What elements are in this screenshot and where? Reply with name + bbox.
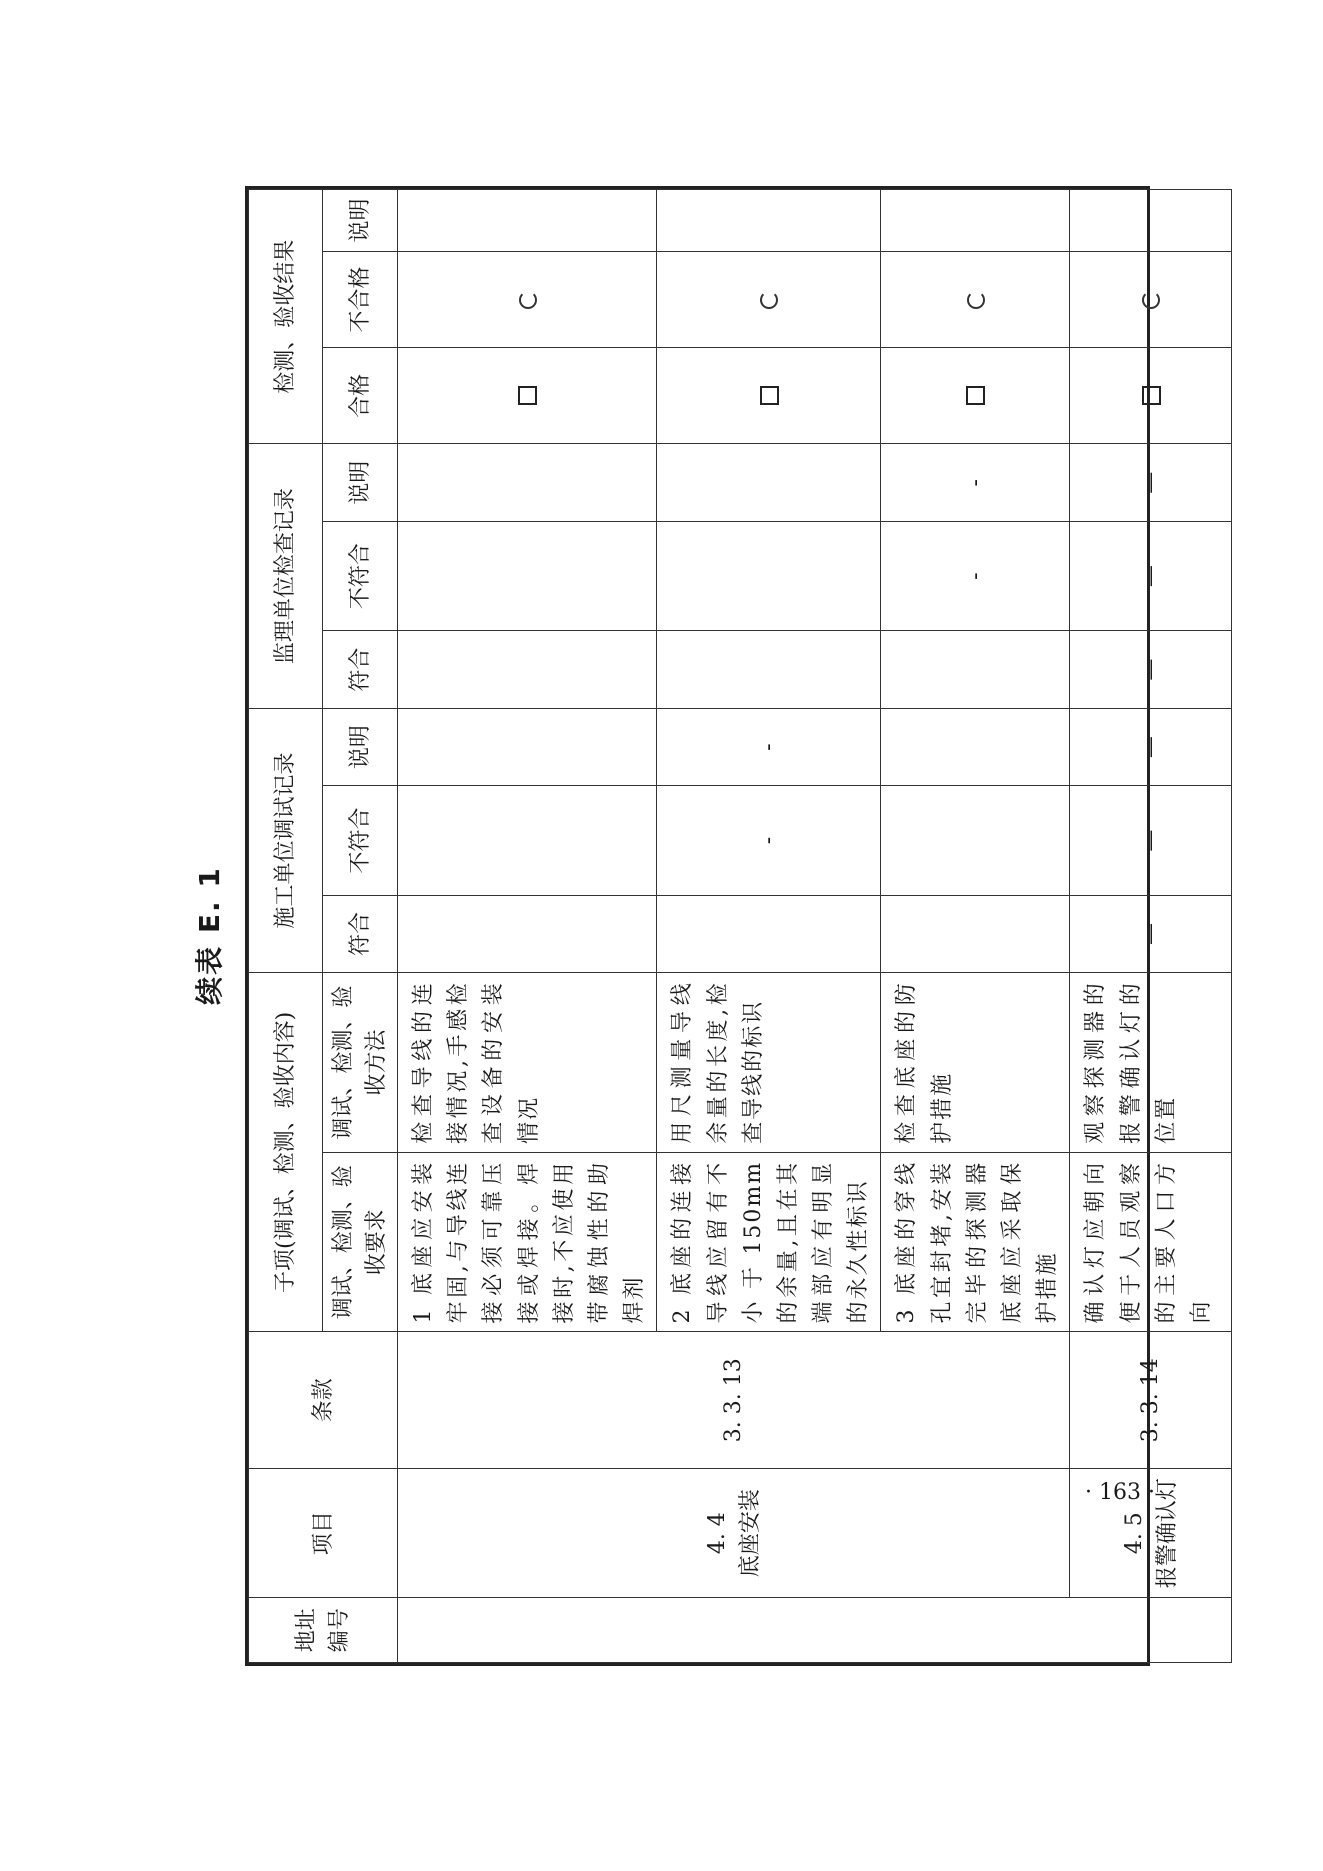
inspection-table-wrap: [245, 186, 1214, 1666]
unqualified-cell: [1070, 251, 1232, 347]
construction-conform-cell: [881, 895, 1070, 973]
unqualified-radio[interactable]: [1142, 291, 1160, 309]
header-construction-record: 施工单位调试记录: [249, 708, 323, 972]
construction-nonconform-cell: [881, 786, 1070, 895]
unqualified-radio[interactable]: [519, 291, 537, 309]
construction-note-cell: —: [1070, 708, 1232, 786]
method-cell: 观察探测器的报警确认灯的位置: [1070, 973, 1232, 1153]
qualified-checkbox[interactable]: [966, 386, 985, 405]
construction-note-cell: [881, 708, 1070, 786]
unqualified-radio[interactable]: [760, 291, 778, 309]
qualified-checkbox[interactable]: [760, 386, 779, 405]
header-clause: 条款: [249, 1332, 398, 1469]
header-construction-note: 说明: [323, 708, 398, 786]
qualified-checkbox[interactable]: [518, 386, 537, 405]
header-supervision-nonconform: 不符合: [323, 522, 398, 631]
qualified-cell: [657, 348, 881, 444]
header-project: 项目: [249, 1469, 398, 1598]
header-result: 检测、验收结果: [249, 190, 323, 444]
requirement-cell: 3 底座的穿线孔宜封堵,安装完毕的探测器底座应采取保护措施: [881, 1152, 1070, 1332]
supervision-nonconform-cell: —: [1070, 522, 1232, 631]
supervision-nonconform-cell: [398, 522, 657, 631]
construction-conform-cell: [657, 895, 881, 973]
supervision-conform-cell: [398, 631, 657, 709]
header-address-no: 地址编号: [249, 1598, 398, 1663]
supervision-nonconform-cell: [657, 522, 881, 631]
item-no: 4. 5: [1121, 1512, 1147, 1555]
construction-conform-cell: [398, 895, 657, 973]
qualified-checkbox[interactable]: [1142, 386, 1161, 405]
requirement-cell: 1 底座应安装牢固,与导线连接必须可靠压接或焊接。焊接时,不应使用带腐蚀性的助焊剂: [398, 1152, 657, 1332]
requirement-cell: 确认灯应朝向便于人员观察的主要人口方向: [1070, 1152, 1232, 1332]
item-no: 4. 4: [704, 1512, 730, 1555]
header-construction-conform: 符合: [323, 895, 398, 973]
header-supervision-record: 监理单位检查记录: [249, 444, 323, 708]
construction-conform-cell: —: [1070, 895, 1232, 973]
address-no-cell: [398, 1598, 1232, 1663]
supervision-conform-cell: —: [1070, 631, 1232, 709]
header-method: 调试、检测、验收方法: [323, 973, 398, 1153]
table-row: [398, 190, 657, 1663]
result-note-cell: [657, 190, 881, 252]
qualified-cell: [398, 348, 657, 444]
requirement-cell: 2 底座的连接导线应留有不小于150mm的余量,且在其端部应有明显的永久性标识: [657, 1152, 881, 1332]
method-cell: 检查底座的防护措施: [881, 973, 1070, 1153]
construction-nonconform-cell: -: [657, 786, 881, 895]
item-name: 报警确认灯: [1154, 1478, 1180, 1589]
header-requirement: 调试、检测、验收要求: [323, 1152, 398, 1332]
table-row: [1070, 190, 1232, 1663]
inspection-table: [248, 189, 1232, 1663]
supervision-conform-cell: [657, 631, 881, 709]
page-number: · 163 ·: [1085, 1480, 1155, 1505]
header-unqualified: 不合格: [323, 251, 398, 347]
result-note-cell: [398, 190, 657, 252]
supervision-note-cell: [398, 444, 657, 522]
result-note-cell: [1070, 190, 1232, 252]
method-cell: 检查导线的连接情况,手感检查设备的安装情况: [398, 973, 657, 1153]
header-supervision-conform: 符合: [323, 631, 398, 709]
qualified-cell: [881, 348, 1070, 444]
header-construction-nonconform: 不符合: [323, 786, 398, 895]
supervision-note-cell: -: [881, 444, 1070, 522]
supervision-note-cell: [657, 444, 881, 522]
construction-note-cell: [398, 708, 657, 786]
header-result-note: 说明: [323, 190, 398, 252]
result-note-cell: [881, 190, 1070, 252]
page-title: 续表 E. 1: [193, 866, 226, 1005]
supervision-conform-cell: [881, 631, 1070, 709]
header-sub-item: 子项(调试、检测、验收内容): [249, 973, 323, 1332]
supervision-nonconform-cell: -: [881, 522, 1070, 631]
header-qualified: 合格: [323, 348, 398, 444]
supervision-note-cell: —: [1070, 444, 1232, 522]
construction-nonconform-cell: —: [1070, 786, 1232, 895]
project-cell: [398, 1469, 1070, 1598]
construction-note-cell: -: [657, 708, 881, 786]
construction-nonconform-cell: [398, 786, 657, 895]
unqualified-cell: [657, 251, 881, 347]
unqualified-cell: [398, 251, 657, 347]
clause-cell: 3. 3. 14: [1070, 1332, 1232, 1469]
header-supervision-note: 说明: [323, 444, 398, 522]
unqualified-radio[interactable]: [967, 291, 985, 309]
unqualified-cell: [881, 251, 1070, 347]
method-cell: 用尺测量导线余量的长度,检查导线的标识: [657, 973, 881, 1153]
clause-cell: 3. 3. 13: [398, 1332, 1070, 1469]
item-name: 底座安装: [737, 1489, 763, 1578]
qualified-cell: [1070, 348, 1232, 444]
